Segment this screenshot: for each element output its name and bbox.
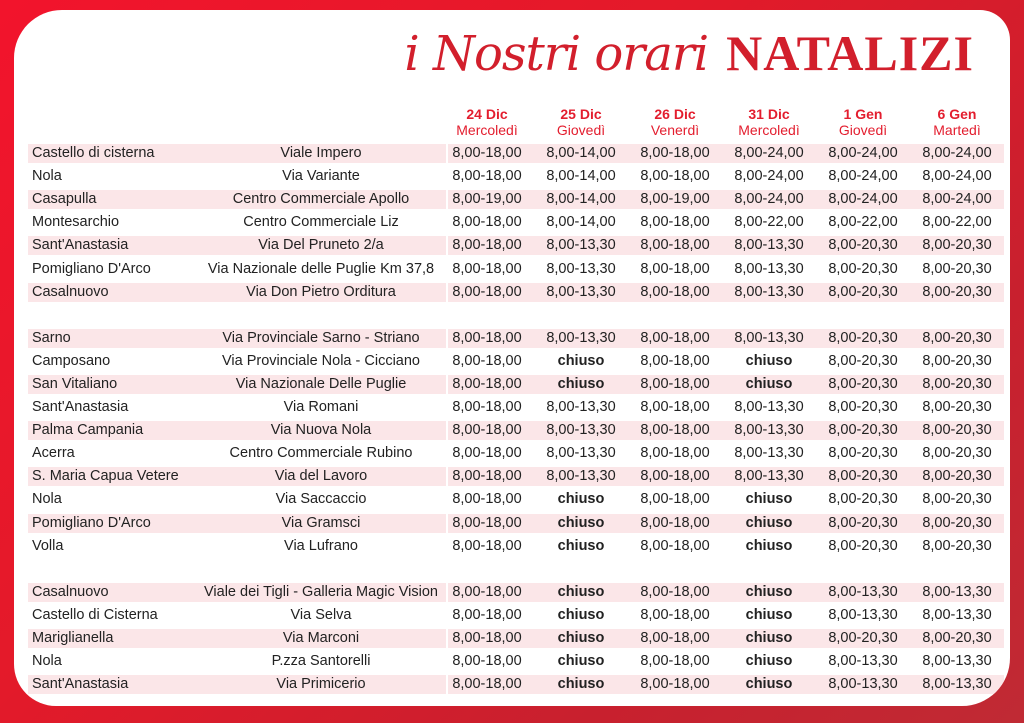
store-address: Via Don Pietro Orditura	[246, 284, 396, 300]
store-address: Via Marconi	[282, 630, 360, 646]
opening-hours: 8,00-20,30	[828, 399, 898, 415]
opening-hours: 8,00-20,30	[828, 237, 898, 253]
opening-hours: 8,00-20,30	[922, 284, 992, 300]
table-row	[14, 442, 1010, 464]
opening-hours: 8,00-13,30	[828, 607, 898, 623]
opening-hours: 8,00-20,30	[922, 237, 992, 253]
opening-hours: 8,00-20,30	[828, 353, 898, 369]
opening-hours: 8,00-18,00	[452, 376, 522, 392]
opening-hours: 8,00-14,00	[546, 191, 616, 207]
store-address: Via Lufrano	[284, 538, 358, 554]
title-bold: NATALIZI	[726, 25, 974, 81]
table-row	[14, 350, 1010, 372]
opening-hours: 8,00-20,30	[922, 330, 992, 346]
table-row	[14, 258, 1010, 280]
opening-hours: 8,00-20,30	[828, 515, 898, 531]
opening-hours: 8,00-22,00	[922, 214, 992, 230]
day-header	[910, 106, 1004, 138]
opening-hours: 8,00-13,30	[828, 653, 898, 669]
store-address: Centro Commerciale Liz	[243, 214, 399, 230]
opening-hours: 8,00-13,30	[546, 237, 616, 253]
day-date: 25 Dic	[560, 106, 602, 122]
store-address: Via Gramsci	[281, 515, 361, 531]
closed-label: chiuso	[745, 607, 793, 623]
opening-hours: 8,00-18,00	[640, 584, 710, 600]
store-address: Via Variante	[282, 168, 360, 184]
opening-hours: 8,00-20,30	[828, 330, 898, 346]
store-city: Sant'Anastasia	[32, 237, 129, 253]
day-weekday: Mercoledì	[738, 122, 800, 138]
opening-hours: 8,00-20,30	[922, 468, 992, 484]
store-city: Castello di cisterna	[32, 145, 155, 161]
table-row	[14, 465, 1010, 487]
store-address: Centro Commerciale Apollo	[232, 191, 410, 207]
opening-hours: 8,00-18,00	[640, 237, 710, 253]
table-row	[14, 211, 1010, 233]
opening-hours: 8,00-24,00	[828, 145, 898, 161]
store-city: Casalnuovo	[32, 284, 109, 300]
day-header	[816, 106, 910, 138]
opening-hours: 8,00-18,00	[640, 399, 710, 415]
opening-hours: 8,00-22,00	[828, 214, 898, 230]
opening-hours: 8,00-18,00	[640, 168, 710, 184]
store-city: San Vitaliano	[32, 376, 118, 392]
store-city: Pomigliano D'Arco	[32, 515, 151, 531]
store-city: Camposano	[32, 353, 111, 369]
opening-hours: 8,00-24,00	[734, 145, 804, 161]
store-city: Casapulla	[32, 191, 97, 207]
day-header	[534, 106, 628, 138]
opening-hours: 8,00-20,30	[922, 630, 992, 646]
opening-hours: 8,00-13,30	[546, 422, 616, 438]
table-row	[14, 627, 1010, 649]
schedule-card	[14, 10, 1010, 706]
opening-hours: 8,00-20,30	[922, 538, 992, 554]
day-header	[440, 106, 534, 138]
store-city: S. Maria Capua Vetere	[32, 468, 179, 484]
day-date: 26 Dic	[654, 106, 696, 122]
store-city: Nola	[32, 653, 62, 669]
closed-label: chiuso	[745, 630, 793, 646]
opening-hours: 8,00-13,30	[734, 237, 804, 253]
store-city: Mariglianella	[32, 630, 114, 646]
opening-hours: 8,00-18,00	[640, 353, 710, 369]
table-row	[14, 396, 1010, 418]
opening-hours: 8,00-18,00	[640, 261, 710, 277]
day-weekday: Mercoledì	[456, 122, 518, 138]
opening-hours: 8,00-20,30	[828, 376, 898, 392]
closed-label: chiuso	[745, 491, 793, 507]
table-row	[14, 581, 1010, 603]
opening-hours: 8,00-20,30	[828, 445, 898, 461]
store-address: Via Provinciale Sarno - Striano	[222, 330, 420, 346]
opening-hours: 8,00-20,30	[922, 422, 992, 438]
opening-hours: 8,00-13,30	[922, 676, 992, 692]
day-weekday: Martedì	[933, 122, 981, 138]
opening-hours: 8,00-18,00	[452, 284, 522, 300]
store-city: Nola	[32, 168, 62, 184]
table-row	[14, 165, 1010, 187]
closed-label: chiuso	[745, 653, 793, 669]
opening-hours: 8,00-18,00	[640, 607, 710, 623]
opening-hours: 8,00-18,00	[640, 653, 710, 669]
store-city: Sant'Anastasia	[32, 399, 129, 415]
opening-hours: 8,00-18,00	[452, 168, 522, 184]
opening-hours: 8,00-18,00	[640, 676, 710, 692]
table-row	[14, 604, 1010, 626]
opening-hours: 8,00-24,00	[734, 168, 804, 184]
opening-hours: 8,00-18,00	[452, 607, 522, 623]
opening-hours: 8,00-18,00	[452, 145, 522, 161]
opening-hours: 8,00-18,00	[452, 676, 522, 692]
opening-hours: 8,00-13,30	[734, 284, 804, 300]
opening-hours: 8,00-20,30	[828, 261, 898, 277]
opening-hours: 8,00-18,00	[640, 538, 710, 554]
opening-hours: 8,00-18,00	[640, 630, 710, 646]
day-weekday: Giovedì	[556, 122, 606, 138]
opening-hours: 8,00-18,00	[452, 515, 522, 531]
store-city: Montesarchio	[32, 214, 120, 230]
table-row	[14, 281, 1010, 303]
opening-hours: 8,00-20,30	[828, 284, 898, 300]
title-script: i Nostri orari	[404, 26, 709, 82]
opening-hours: 8,00-20,30	[922, 445, 992, 461]
opening-hours: 8,00-20,30	[828, 468, 898, 484]
opening-hours: 8,00-18,00	[640, 284, 710, 300]
opening-hours: 8,00-13,30	[922, 607, 992, 623]
store-city: Pomigliano D'Arco	[32, 261, 151, 277]
store-address: Via Saccaccio	[275, 491, 367, 507]
table-row	[14, 327, 1010, 349]
table-row	[14, 373, 1010, 395]
store-address: Via Nazionale Delle Puglie	[235, 376, 407, 392]
table-row	[14, 488, 1010, 510]
opening-hours: 8,00-18,00	[452, 261, 522, 277]
opening-hours: 8,00-18,00	[640, 515, 710, 531]
opening-hours: 8,00-20,30	[922, 491, 992, 507]
closed-label: chiuso	[557, 676, 605, 692]
opening-hours: 8,00-24,00	[922, 145, 992, 161]
store-city: Volla	[32, 538, 64, 554]
store-address: Via Nazionale delle Puglie Km 37,8	[207, 261, 435, 277]
opening-hours: 8,00-18,00	[640, 214, 710, 230]
closed-label: chiuso	[745, 538, 793, 554]
closed-label: chiuso	[557, 653, 605, 669]
opening-hours: 8,00-18,00	[640, 445, 710, 461]
opening-hours: 8,00-18,00	[452, 630, 522, 646]
opening-hours: 8,00-13,30	[828, 676, 898, 692]
closed-label: chiuso	[557, 491, 605, 507]
store-city: Sarno	[32, 330, 71, 346]
day-header	[722, 106, 816, 138]
store-address: Via Del Pruneto 2/a	[258, 237, 384, 253]
table-row	[14, 512, 1010, 534]
closed-label: chiuso	[745, 376, 793, 392]
opening-hours: 8,00-18,00	[640, 491, 710, 507]
opening-hours: 8,00-20,30	[922, 353, 992, 369]
opening-hours: 8,00-20,30	[922, 261, 992, 277]
opening-hours: 8,00-13,30	[734, 399, 804, 415]
table-row	[14, 650, 1010, 672]
store-address: Via del Lavoro	[274, 468, 368, 484]
store-city: Acerra	[32, 445, 75, 461]
opening-hours: 8,00-24,00	[922, 168, 992, 184]
opening-hours: 8,00-22,00	[734, 214, 804, 230]
opening-hours: 8,00-24,00	[734, 191, 804, 207]
store-city: Sant'Anastasia	[32, 676, 129, 692]
day-date: 6 Gen	[937, 106, 977, 122]
opening-hours: 8,00-18,00	[452, 330, 522, 346]
opening-hours: 8,00-20,30	[922, 399, 992, 415]
closed-label: chiuso	[557, 538, 605, 554]
opening-hours: 8,00-18,00	[640, 330, 710, 346]
closed-label: chiuso	[557, 584, 605, 600]
day-date: 1 Gen	[843, 106, 883, 122]
day-header	[628, 106, 722, 138]
closed-label: chiuso	[745, 584, 793, 600]
store-city: Nola	[32, 491, 62, 507]
closed-label: chiuso	[745, 353, 793, 369]
opening-hours: 8,00-18,00	[640, 145, 710, 161]
opening-hours: 8,00-18,00	[640, 422, 710, 438]
opening-hours: 8,00-13,30	[734, 422, 804, 438]
opening-hours: 8,00-20,30	[922, 515, 992, 531]
day-date: 24 Dic	[466, 106, 508, 122]
opening-hours: 8,00-14,00	[546, 145, 616, 161]
table-row	[14, 188, 1010, 210]
store-address: Via Primicerio	[276, 676, 366, 692]
opening-hours: 8,00-18,00	[452, 491, 522, 507]
opening-hours: 8,00-18,00	[452, 237, 522, 253]
store-address: Via Selva	[290, 607, 352, 623]
closed-label: chiuso	[557, 376, 605, 392]
opening-hours: 8,00-13,30	[922, 653, 992, 669]
opening-hours: 8,00-13,30	[734, 445, 804, 461]
store-city: Castello di Cisterna	[32, 607, 158, 623]
opening-hours: 8,00-18,00	[640, 376, 710, 392]
opening-hours: 8,00-14,00	[546, 214, 616, 230]
table-row	[14, 419, 1010, 441]
opening-hours: 8,00-13,30	[546, 399, 616, 415]
opening-hours: 8,00-19,00	[640, 191, 710, 207]
closed-label: chiuso	[745, 676, 793, 692]
opening-hours: 8,00-13,30	[828, 584, 898, 600]
opening-hours: 8,00-20,30	[922, 376, 992, 392]
opening-hours: 8,00-18,00	[452, 468, 522, 484]
opening-hours: 8,00-20,30	[828, 491, 898, 507]
store-city: Casalnuovo	[32, 584, 109, 600]
opening-hours: 8,00-24,00	[922, 191, 992, 207]
closed-label: chiuso	[745, 515, 793, 531]
opening-hours: 8,00-13,30	[546, 468, 616, 484]
opening-hours: 8,00-18,00	[640, 468, 710, 484]
opening-hours: 8,00-20,30	[828, 630, 898, 646]
opening-hours: 8,00-24,00	[828, 191, 898, 207]
store-address: P.zza Santorelli	[271, 653, 371, 669]
opening-hours: 8,00-24,00	[828, 168, 898, 184]
opening-hours: 8,00-13,30	[546, 445, 616, 461]
store-address: Via Provinciale Nola - Cicciano	[222, 353, 420, 369]
closed-label: chiuso	[557, 515, 605, 531]
opening-hours: 8,00-18,00	[452, 653, 522, 669]
opening-hours: 8,00-18,00	[452, 399, 522, 415]
store-address: Via Romani	[283, 399, 359, 415]
opening-hours: 8,00-13,30	[922, 584, 992, 600]
store-address: Viale dei Tigli - Galleria Magic Vision	[204, 584, 438, 600]
closed-label: chiuso	[557, 353, 605, 369]
opening-hours: 8,00-18,00	[452, 353, 522, 369]
opening-hours: 8,00-13,30	[734, 468, 804, 484]
opening-hours: 8,00-20,30	[828, 538, 898, 554]
page-title	[404, 24, 974, 94]
table-row	[14, 535, 1010, 557]
table-row	[14, 234, 1010, 256]
opening-hours: 8,00-13,30	[546, 261, 616, 277]
store-address: Via Nuova Nola	[270, 422, 372, 438]
opening-hours: 8,00-13,30	[734, 261, 804, 277]
closed-label: chiuso	[557, 630, 605, 646]
day-weekday: Venerdì	[650, 122, 700, 138]
opening-hours: 8,00-19,00	[452, 191, 522, 207]
store-city: Palma Campania	[32, 422, 144, 438]
day-weekday: Giovedì	[838, 122, 888, 138]
store-address: Viale Impero	[280, 145, 362, 161]
table-row	[14, 142, 1010, 164]
opening-hours: 8,00-13,30	[734, 330, 804, 346]
opening-hours: 8,00-18,00	[452, 214, 522, 230]
opening-hours: 8,00-14,00	[546, 168, 616, 184]
opening-hours: 8,00-18,00	[452, 422, 522, 438]
opening-hours: 8,00-18,00	[452, 584, 522, 600]
store-address: Centro Commerciale Rubino	[229, 445, 413, 461]
day-date: 31 Dic	[748, 106, 790, 122]
closed-label: chiuso	[557, 607, 605, 623]
table-row	[14, 673, 1010, 695]
opening-hours: 8,00-18,00	[452, 538, 522, 554]
opening-hours: 8,00-13,30	[546, 330, 616, 346]
opening-hours: 8,00-18,00	[452, 445, 522, 461]
opening-hours: 8,00-20,30	[828, 422, 898, 438]
opening-hours: 8,00-13,30	[546, 284, 616, 300]
